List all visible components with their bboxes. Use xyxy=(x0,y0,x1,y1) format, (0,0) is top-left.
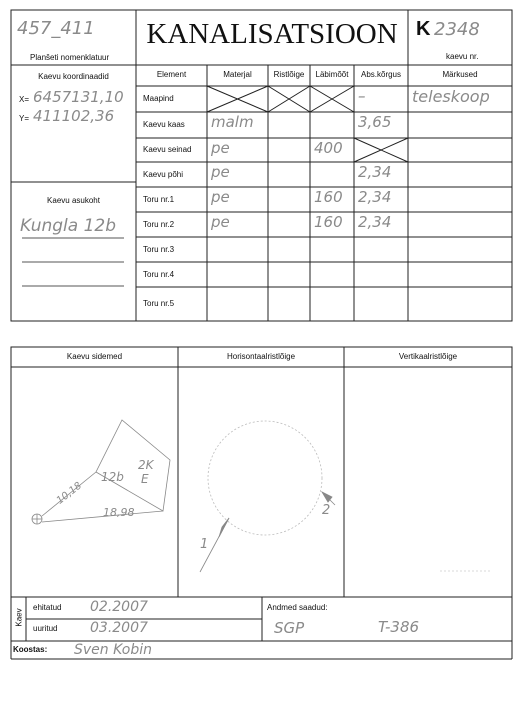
table-row-label: Maapind xyxy=(143,94,174,103)
author-label: Koostas: xyxy=(13,645,48,654)
coord-y-value: 411102,36 xyxy=(33,107,115,125)
table-header-cell: Märkused xyxy=(442,70,478,79)
author-value: Sven Kobin xyxy=(74,642,153,658)
table-row-label: Toru nr.5 xyxy=(143,299,175,308)
table-row-label: Toru nr.3 xyxy=(143,244,175,254)
panel-horizontal-heading: Horisontaalristlõige xyxy=(226,352,296,361)
table-header-cell: Ristlõige xyxy=(273,70,305,79)
table-header-cell: Materjal xyxy=(223,70,252,79)
table-cell-abs: 2,34 xyxy=(358,163,392,181)
pipe-2-label: 2 xyxy=(322,503,331,518)
house-floors: 2K xyxy=(138,458,154,472)
surveyed-value: 03.2007 xyxy=(90,620,148,636)
table-cell-diameter: 400 xyxy=(314,139,343,157)
table-cell-diameter: 160 xyxy=(314,213,343,231)
table-cell-notes: teleskoop xyxy=(412,87,490,106)
table-cell-abs: 3,65 xyxy=(358,113,392,131)
table-row-label: Kaevu kaas xyxy=(143,120,185,129)
table-row-label: Toru nr.2 xyxy=(143,219,175,229)
table-cell-abs: – xyxy=(358,87,366,105)
source-label: Andmed saadud: xyxy=(267,603,328,612)
well-number: 2348 xyxy=(434,19,480,40)
table-header-cell: Element xyxy=(156,70,187,79)
table-cell-material: pe xyxy=(211,188,230,206)
footer-side-label: Kaev xyxy=(14,608,24,627)
table-header-cell: Abs.kõrgus xyxy=(360,70,402,79)
house-label: 12b xyxy=(101,470,124,484)
coord-x-label: X= xyxy=(19,95,30,104)
surveyed-label: uuritud xyxy=(33,624,58,633)
coord-x-value: 6457131,10 xyxy=(33,88,124,106)
table-cell-material: malm xyxy=(211,113,254,131)
source-value-2: T-386 xyxy=(378,618,420,636)
sheet-label: Planšeti nomenklatuur xyxy=(30,53,110,62)
house-code: E xyxy=(141,472,149,486)
panel-vertical-heading: Vertikaalristlõige xyxy=(398,352,458,361)
table-cell-abs: 2,34 xyxy=(358,188,392,206)
table-row-label: Kaevu põhi xyxy=(143,169,184,179)
tie-dimension-1: 10,18 xyxy=(54,480,84,507)
well-prefix: K xyxy=(416,18,431,40)
table-cell-material: pe xyxy=(211,213,230,231)
table-cell-material: pe xyxy=(211,163,230,181)
location-heading: Kaevu asukoht xyxy=(47,196,100,205)
built-value: 02.2007 xyxy=(90,599,148,615)
built-label: ehitatud xyxy=(33,603,62,612)
table-header-cell: Läbimõõt xyxy=(315,70,349,79)
panel-ties-heading: Kaevu sidemed xyxy=(66,352,123,361)
table-cell-diameter: 160 xyxy=(314,188,343,206)
source-value-1: SGP xyxy=(274,619,305,637)
location-value: Kungla 12b xyxy=(20,216,116,236)
pipe-1-label: 1 xyxy=(200,537,209,552)
coord-y-label: Y= xyxy=(19,114,30,123)
table-row-label: Kaevu seinad xyxy=(143,145,192,154)
coordinates-heading: Kaevu koordinaadid xyxy=(38,72,109,81)
table-cell-abs: 2,34 xyxy=(358,213,392,231)
table-row-label: Toru nr.1 xyxy=(143,194,175,204)
page-title: KANALISATSIOON xyxy=(146,18,398,50)
well-label: kaevu nr. xyxy=(446,52,479,61)
table-row-label: Toru nr.4 xyxy=(143,269,175,279)
table-cell-material: pe xyxy=(211,139,230,157)
sheet-number: 457_411 xyxy=(17,18,95,39)
tie-dimension-2: 18,98 xyxy=(103,506,135,519)
